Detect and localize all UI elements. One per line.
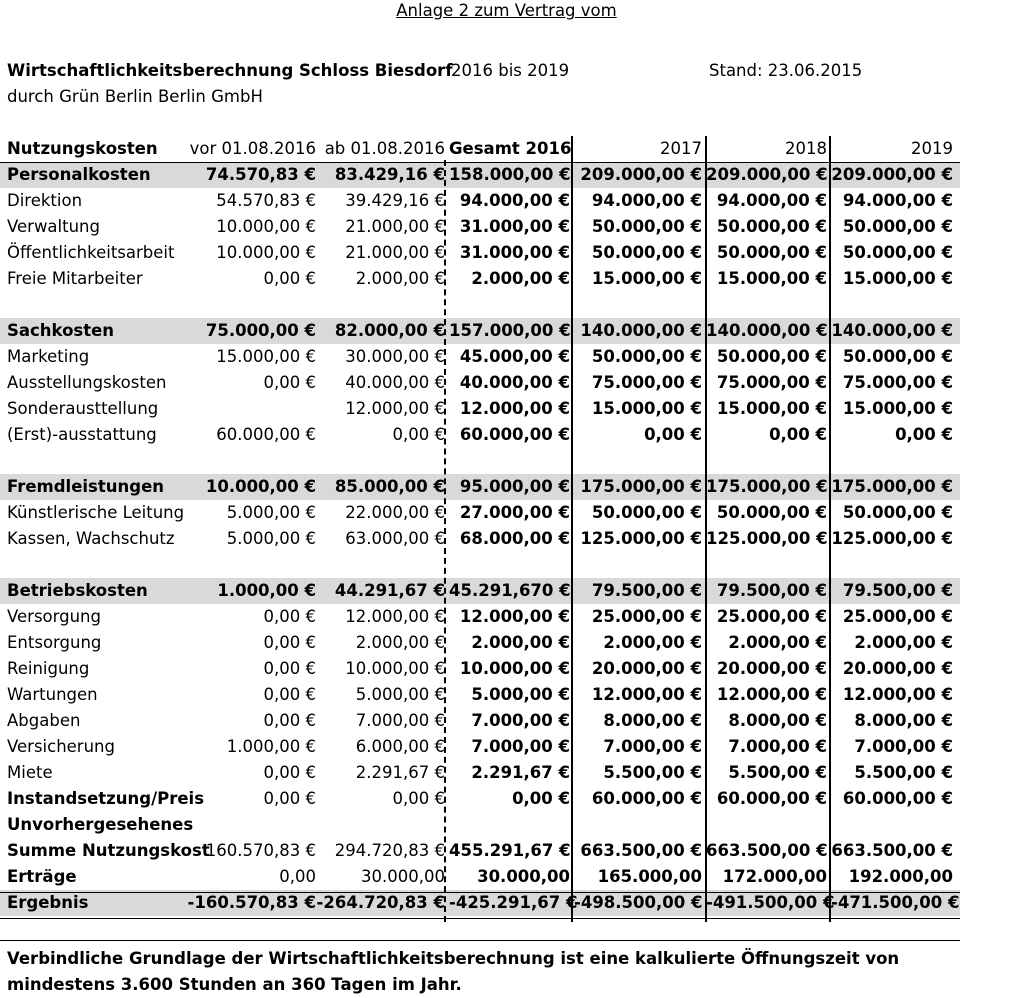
cell-2019: 15.000,00 € xyxy=(842,269,953,288)
cell-2019: 125.000,00 € xyxy=(831,529,953,548)
cell-vor: 74.570,83 € xyxy=(205,165,316,184)
row-label: Miete xyxy=(7,763,53,782)
cell-2019: 20.000,00 € xyxy=(842,659,953,678)
row-label: Sonderausttellung xyxy=(7,399,159,418)
column-header-2018: 2018 xyxy=(785,139,827,158)
cell-2019 xyxy=(831,292,953,318)
cell-ab: 63.000,00 € xyxy=(345,529,445,548)
row-label: Künstlerische Leitung xyxy=(7,503,185,522)
cell-vor: 15.000,00 € xyxy=(216,347,316,366)
table-row xyxy=(0,682,960,708)
row-label: Wartungen xyxy=(7,685,98,704)
cell-ab xyxy=(316,448,445,474)
cell-vor: 60.000,00 € xyxy=(216,425,316,444)
cell-2019: 12.000,00 € xyxy=(842,685,953,704)
row-label: Abgaben xyxy=(7,711,81,730)
cell-2019: -471.500,00 € xyxy=(831,893,960,912)
cell-gesamt-2016: 12.000,00 € xyxy=(459,399,570,418)
cell-2017: 125.000,00 € xyxy=(580,529,702,548)
table-row xyxy=(0,760,960,786)
table-row xyxy=(0,344,960,370)
cell-gesamt-2016: 7.000,00 € xyxy=(471,737,570,756)
cell-vor: 0,00 € xyxy=(263,633,316,652)
cell-2018: 15.000,00 € xyxy=(716,399,827,418)
cell-2017: 12.000,00 € xyxy=(591,685,702,704)
cell-2017: -498.500,00 € xyxy=(574,893,703,912)
cell-gesamt-2016: 45.291,670 € xyxy=(449,581,571,600)
table-row xyxy=(0,292,960,318)
table-row xyxy=(0,526,960,552)
footer-note: Verbindliche Grundlage der Wirtschaftlichkeitsberechnung ist eine kalkulierte Öffnungszeit von mindestens 3.600 Stunden an 360 Tagen im Jahr. xyxy=(7,949,900,994)
row-label: Erträge xyxy=(7,867,77,886)
cell-2018 xyxy=(706,552,827,578)
cell-2019 xyxy=(831,448,953,474)
cell-2019 xyxy=(831,812,953,838)
cell-2017: 20.000,00 € xyxy=(591,659,702,678)
cell-2017: 2.000,00 € xyxy=(603,633,702,652)
cell-gesamt-2016: 94.000,00 € xyxy=(459,191,570,210)
cell-ab: 0,00 € xyxy=(392,425,445,444)
table-row xyxy=(0,162,960,188)
cell-ab xyxy=(316,812,445,838)
cell-2017: 15.000,00 € xyxy=(591,269,702,288)
cell-2018: 15.000,00 € xyxy=(716,269,827,288)
cell-gesamt-2016: 157.000,00 € xyxy=(449,321,571,340)
cell-gesamt-2016: 30.000,00 xyxy=(477,867,570,886)
row-label: Fremdleistungen xyxy=(7,477,164,496)
cell-vor: 160.570,83 € xyxy=(205,841,316,860)
cell-vor: 5.000,00 € xyxy=(226,529,316,548)
cell-2017: 50.000,00 € xyxy=(591,503,702,522)
document-heading: Anlage 2 zum Vertrag vom xyxy=(396,1,617,20)
row-label: Versorgung xyxy=(7,607,101,626)
table-row xyxy=(0,370,960,396)
result-top-line xyxy=(0,892,960,893)
cell-2019: 5.500,00 € xyxy=(854,763,953,782)
row-label xyxy=(7,552,182,578)
cell-2018: 75.000,00 € xyxy=(716,373,827,392)
cell-2018: 2.000,00 € xyxy=(728,633,827,652)
cell-gesamt-2016: 0,00 € xyxy=(512,789,570,808)
row-label: Unvorhergesehenes xyxy=(7,815,194,834)
row-label: Direktion xyxy=(7,191,83,210)
cell-gesamt-2016: 2.291,67 € xyxy=(471,763,570,782)
cell-2019: 60.000,00 € xyxy=(842,789,953,808)
cell-2018: 79.500,00 € xyxy=(716,581,827,600)
cell-ab: 12.000,00 € xyxy=(345,607,445,626)
cell-2018: 25.000,00 € xyxy=(716,607,827,626)
cell-gesamt-2016: 31.000,00 € xyxy=(459,243,570,262)
table-row xyxy=(0,604,960,630)
row-label: Betriebskosten xyxy=(7,581,148,600)
cell-2018: 175.000,00 € xyxy=(706,477,828,496)
cell-ab: 22.000,00 € xyxy=(345,503,445,522)
cell-ab xyxy=(316,552,445,578)
cell-2017: 7.000,00 € xyxy=(603,737,702,756)
cell-2018: 60.000,00 € xyxy=(716,789,827,808)
cell-2018: 12.000,00 € xyxy=(716,685,827,704)
cell-ab: 2.291,67 € xyxy=(355,763,445,782)
cell-gesamt-2016: 7.000,00 € xyxy=(471,711,570,730)
cell-2019: 663.500,00 € xyxy=(831,841,953,860)
cell-ab xyxy=(316,292,445,318)
period-label: 2016 bis 2019 xyxy=(451,61,570,80)
column-header-nutzungskosten: Nutzungskosten xyxy=(7,139,158,158)
cell-gesamt-2016: 158.000,00 € xyxy=(449,165,571,184)
row-label: Personalkosten xyxy=(7,165,151,184)
cell-2017: 165.000,00 xyxy=(597,867,702,886)
row-label: Verwaltung xyxy=(7,217,100,236)
cell-gesamt-2016: 45.000,00 € xyxy=(459,347,570,366)
table-row xyxy=(0,422,960,448)
cell-gesamt-2016: 455.291,67 € xyxy=(449,841,571,860)
cell-vor xyxy=(182,396,316,422)
table-row xyxy=(0,578,960,604)
cell-2017: 50.000,00 € xyxy=(591,243,702,262)
stand-date: Stand: 23.06.2015 xyxy=(709,61,863,80)
cell-2018: 50.000,00 € xyxy=(716,217,827,236)
cell-2017: 94.000,00 € xyxy=(591,191,702,210)
row-label: (Erst)-ausstattung xyxy=(7,425,157,444)
cell-vor: 1.000,00 € xyxy=(226,737,316,756)
cell-2018: 50.000,00 € xyxy=(716,243,827,262)
cell-2018: 5.500,00 € xyxy=(728,763,827,782)
cell-ab: 294.720,83 € xyxy=(334,841,445,860)
row-label: Freie Mitarbeiter xyxy=(7,269,143,288)
cell-2017: 8.000,00 € xyxy=(603,711,702,730)
cell-2018: 94.000,00 € xyxy=(716,191,827,210)
cell-2017 xyxy=(574,292,702,318)
cell-ab: 82.000,00 € xyxy=(334,321,445,340)
cell-vor: 0,00 xyxy=(279,867,316,886)
table-row xyxy=(0,396,960,422)
cell-2019 xyxy=(831,552,953,578)
cell-2019: 8.000,00 € xyxy=(854,711,953,730)
cell-2017 xyxy=(574,552,702,578)
cell-vor xyxy=(182,552,316,578)
cell-gesamt-2016: 2.000,00 € xyxy=(471,269,570,288)
cell-ab: 30.000,00 € xyxy=(345,347,445,366)
header-underline xyxy=(0,162,960,163)
cell-2017 xyxy=(574,448,702,474)
cell-2019: 50.000,00 € xyxy=(842,217,953,236)
footer-top-line xyxy=(0,940,960,941)
cell-2018: -491.500,00 € xyxy=(706,893,835,912)
cell-2018: 125.000,00 € xyxy=(706,529,828,548)
cell-2019: 2.000,00 € xyxy=(854,633,953,652)
cell-ab: 10.000,00 € xyxy=(345,659,445,678)
cell-gesamt-2016: 31.000,00 € xyxy=(459,217,570,236)
row-label: Öffentlichkeitsarbeit xyxy=(7,243,175,262)
cell-2019: 25.000,00 € xyxy=(842,607,953,626)
cell-2018: 20.000,00 € xyxy=(716,659,827,678)
cell-ab: 83.429,16 € xyxy=(334,165,445,184)
divider-line-2017 xyxy=(705,136,707,922)
cell-2019: 7.000,00 € xyxy=(854,737,953,756)
cell-2018 xyxy=(706,812,827,838)
row-label: Kassen, Wachschutz xyxy=(7,529,175,548)
table-row xyxy=(0,188,960,214)
row-label: Ausstellungskosten xyxy=(7,373,167,392)
cell-2019: 50.000,00 € xyxy=(842,243,953,262)
dashed-divider-line xyxy=(444,160,446,922)
cell-2017: 175.000,00 € xyxy=(580,477,702,496)
cell-2019: 192.000,00 xyxy=(848,867,953,886)
cell-gesamt-2016 xyxy=(449,812,570,838)
row-label xyxy=(7,448,182,474)
cell-2019: 94.000,00 € xyxy=(842,191,953,210)
cell-2019: 50.000,00 € xyxy=(842,347,953,366)
table-row xyxy=(0,838,960,864)
row-label: Reinigung xyxy=(7,659,90,678)
cell-2017: 0,00 € xyxy=(644,425,702,444)
cost-table xyxy=(0,136,960,916)
cell-2018: 7.000,00 € xyxy=(728,737,827,756)
cell-2017 xyxy=(574,812,702,838)
cell-vor xyxy=(182,292,316,318)
cell-vor: 10.000,00 € xyxy=(216,243,316,262)
cell-ab: 6.000,00 € xyxy=(355,737,445,756)
cell-vor xyxy=(182,448,316,474)
cell-ab: -264.720,83 € xyxy=(316,893,445,912)
table-row xyxy=(0,552,960,578)
row-label: Entsorgung xyxy=(7,633,102,652)
cell-2018: 172.000,00 xyxy=(722,867,827,886)
cell-2018 xyxy=(706,448,827,474)
row-label: Versicherung xyxy=(7,737,115,756)
table-row xyxy=(0,864,960,890)
cell-vor: 0,00 € xyxy=(263,763,316,782)
cell-ab: 2.000,00 € xyxy=(355,633,445,652)
result-bottom-line xyxy=(0,918,960,919)
cell-ab: 44.291,67 € xyxy=(334,581,445,600)
row-label: Sachkosten xyxy=(7,321,115,340)
cell-2018: 50.000,00 € xyxy=(716,347,827,366)
cell-2017: 79.500,00 € xyxy=(591,581,702,600)
cell-2018: 8.000,00 € xyxy=(728,711,827,730)
cell-2019: 15.000,00 € xyxy=(842,399,953,418)
column-header-2017: 2017 xyxy=(660,139,702,158)
cell-ab: 30.000,00 xyxy=(361,867,445,886)
cell-vor: 75.000,00 € xyxy=(205,321,316,340)
cell-gesamt-2016: 68.000,00 € xyxy=(459,529,570,548)
table-header-row xyxy=(0,136,960,162)
cell-2017: 5.500,00 € xyxy=(603,763,702,782)
cell-2017: 60.000,00 € xyxy=(591,789,702,808)
cell-2017: 140.000,00 € xyxy=(580,321,702,340)
calculation-title: Wirtschaftlichkeitsberechnung Schloss Biesdorf xyxy=(7,61,453,80)
cell-vor: 0,00 € xyxy=(263,607,316,626)
row-label xyxy=(7,292,182,318)
cell-2019: 175.000,00 € xyxy=(831,477,953,496)
cell-ab: 12.000,00 € xyxy=(345,399,445,418)
cell-2018: 140.000,00 € xyxy=(706,321,828,340)
cell-gesamt-2016: 95.000,00 € xyxy=(459,477,570,496)
cell-2019: 209.000,00 € xyxy=(831,165,953,184)
table-row xyxy=(0,734,960,760)
cell-vor xyxy=(182,812,316,838)
cell-gesamt-2016: 27.000,00 € xyxy=(459,503,570,522)
table-row xyxy=(0,240,960,266)
cell-ab: 40.000,00 € xyxy=(345,373,445,392)
row-label: Marketing xyxy=(7,347,90,366)
cell-ab: 5.000,00 € xyxy=(355,685,445,704)
cell-vor: 10.000,00 € xyxy=(216,217,316,236)
cell-2018: 663.500,00 € xyxy=(706,841,828,860)
row-label: Ergebnis xyxy=(7,893,89,912)
cell-2017: 75.000,00 € xyxy=(591,373,702,392)
cell-2017: 50.000,00 € xyxy=(591,347,702,366)
cell-ab: 39.429,16 € xyxy=(345,191,445,210)
cell-2017: 50.000,00 € xyxy=(591,217,702,236)
table-row xyxy=(0,630,960,656)
cell-vor: 0,00 € xyxy=(263,685,316,704)
cell-gesamt-2016: 5.000,00 € xyxy=(471,685,570,704)
cell-vor: 0,00 € xyxy=(263,789,316,808)
cell-2018: 50.000,00 € xyxy=(716,503,827,522)
cell-ab: 2.000,00 € xyxy=(355,269,445,288)
cell-gesamt-2016: 60.000,00 € xyxy=(459,425,570,444)
cell-gesamt-2016: -425.291,67 € xyxy=(449,893,578,912)
table-row xyxy=(0,500,960,526)
table-row xyxy=(0,448,960,474)
table-row xyxy=(0,656,960,682)
row-label: Instandsetzung/Preis xyxy=(7,789,205,808)
cell-gesamt-2016: 2.000,00 € xyxy=(471,633,570,652)
column-header-gesamt-2016: Gesamt 2016 xyxy=(449,139,572,158)
cell-2019: 0,00 € xyxy=(895,425,953,444)
cell-vor: 1.000,00 € xyxy=(217,581,316,600)
cell-2019: 50.000,00 € xyxy=(842,503,953,522)
cell-2018 xyxy=(706,292,827,318)
organisation-subtitle: durch Grün Berlin Berlin GmbH xyxy=(7,87,263,106)
cell-2017: 663.500,00 € xyxy=(580,841,702,860)
cell-vor: 0,00 € xyxy=(263,269,316,288)
cell-ab: 21.000,00 € xyxy=(345,243,445,262)
cell-2017: 15.000,00 € xyxy=(591,399,702,418)
cell-2017: 209.000,00 € xyxy=(580,165,702,184)
cell-vor: 54.570,83 € xyxy=(216,191,316,210)
cell-gesamt-2016 xyxy=(449,448,570,474)
table-row xyxy=(0,890,960,916)
column-header-vor: vor 01.08.2016 xyxy=(189,139,316,158)
cell-vor: -160.570,83 € xyxy=(187,893,316,912)
cell-vor: 10.000,00 € xyxy=(205,477,316,496)
cell-vor: 0,00 € xyxy=(263,659,316,678)
table-row xyxy=(0,812,960,838)
cell-2017: 25.000,00 € xyxy=(591,607,702,626)
table-row xyxy=(0,318,960,344)
cell-2019: 79.500,00 € xyxy=(842,581,953,600)
cell-ab: 21.000,00 € xyxy=(345,217,445,236)
cell-2019: 140.000,00 € xyxy=(831,321,953,340)
table-row xyxy=(0,214,960,240)
cell-ab: 7.000,00 € xyxy=(355,711,445,730)
column-header-2019: 2019 xyxy=(911,139,953,158)
cell-vor: 0,00 € xyxy=(263,711,316,730)
cell-2018: 0,00 € xyxy=(769,425,827,444)
cell-ab: 85.000,00 € xyxy=(334,477,445,496)
column-header-ab: ab 01.08.2016 xyxy=(324,139,445,158)
cell-vor: 5.000,00 € xyxy=(226,503,316,522)
divider-line-2018 xyxy=(829,136,831,922)
cell-2018: 209.000,00 € xyxy=(706,165,828,184)
cell-gesamt-2016: 10.000,00 € xyxy=(459,659,570,678)
cell-2019: 75.000,00 € xyxy=(842,373,953,392)
cell-vor: 0,00 € xyxy=(263,373,316,392)
table-row xyxy=(0,786,960,812)
row-label: Summe Nutzungskost xyxy=(7,841,210,860)
cell-gesamt-2016 xyxy=(449,552,570,578)
cell-gesamt-2016: 12.000,00 € xyxy=(459,607,570,626)
table-row xyxy=(0,266,960,292)
table-row xyxy=(0,474,960,500)
divider-line-gesamt xyxy=(571,136,573,922)
cell-ab: 0,00 € xyxy=(392,789,445,808)
cell-gesamt-2016 xyxy=(449,292,570,318)
table-row xyxy=(0,708,960,734)
cell-gesamt-2016: 40.000,00 € xyxy=(459,373,570,392)
